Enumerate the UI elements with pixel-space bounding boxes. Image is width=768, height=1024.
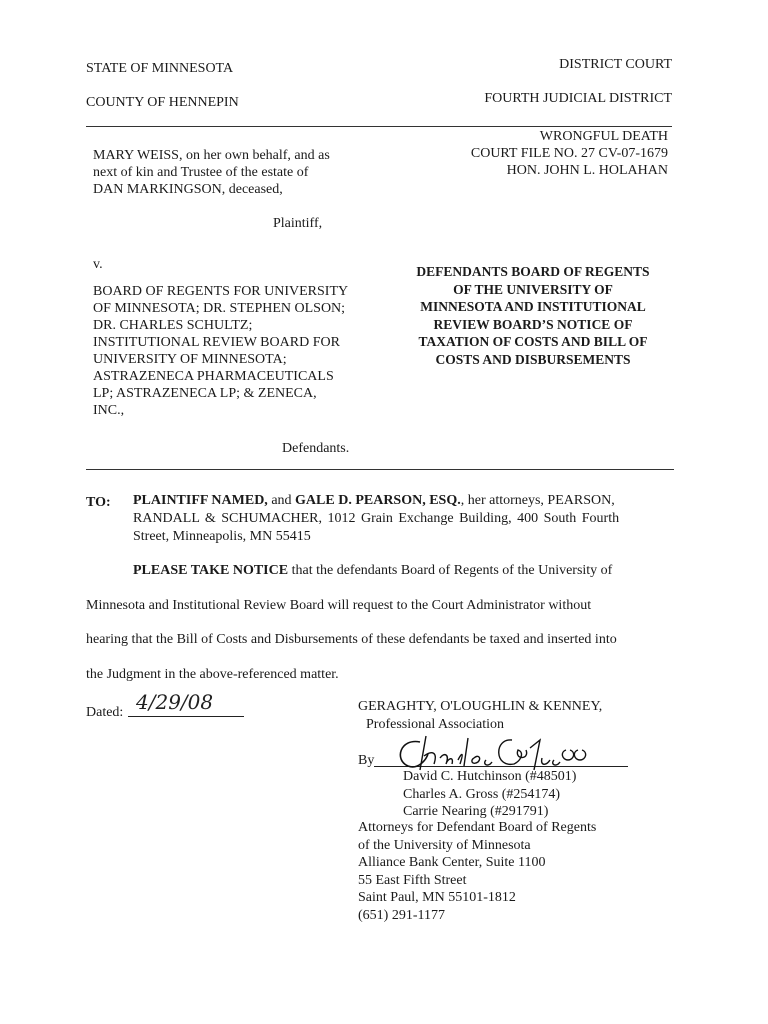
firm-name: GERAGHTY, O'LOUGHLIN & KENNEY, [358, 699, 603, 714]
address-line: Saint Paul, MN 55101-1812 [358, 890, 516, 905]
district-label: FOURTH JUDICIAL DISTRICT [484, 91, 672, 106]
to-label: TO: [86, 495, 111, 510]
defendant-line: LP; ASTRAZENECA LP; & ZENECA, [93, 386, 317, 401]
firm-address [358, 819, 596, 924]
title-line: DEFENDANTS BOARD OF REGENTS [416, 264, 650, 279]
notice-line-2: Minnesota and Institutional Review Board will request to the Court Administrator without [86, 598, 592, 613]
defendant-line: OF MINNESOTA; DR. STEPHEN OLSON; [93, 301, 346, 316]
court-label: DISTRICT COURT [559, 57, 672, 72]
defendant-line: ASTRAZENECA PHARMACEUTICALS [93, 369, 334, 384]
county-label: COUNTY OF HENNEPIN [86, 95, 239, 110]
plaintiff-role: Plaintiff, [273, 216, 323, 231]
dated-label: Dated: [86, 705, 124, 720]
address-line: 55 East Fifth Street [358, 872, 467, 888]
address-line: of the University of Minnesota [358, 837, 531, 853]
caption-top-rule [86, 126, 672, 127]
address-line: (651) 291-1177 [358, 907, 445, 923]
dated-value: 4/29/08 [136, 690, 214, 714]
defendants-role: Defendants. [282, 441, 350, 456]
attorney-name: GALE D. PEARSON, ESQ. [295, 493, 461, 508]
state-label: STATE OF MINNESOTA [86, 61, 234, 76]
by-label: By [358, 753, 375, 768]
defendant-line: BOARD OF REGENTS FOR UNIVERSITY [93, 284, 349, 299]
to-rest: , her attorneys, PEARSON, [460, 493, 615, 508]
firm-type: Professional Association [366, 717, 505, 732]
defendant-line: INSTITUTIONAL REVIEW BOARD FOR [93, 335, 340, 350]
defendant-line: DR. CHARLES SCHULTZ; [93, 318, 253, 333]
plaintiff-line: DAN MARKINGSON, deceased, [93, 182, 283, 197]
address-line: Attorneys for Defendant Board of Regents [358, 820, 597, 835]
and-text: and [267, 493, 296, 508]
attorney-entry: Carrie Nearing (#291791) [403, 804, 549, 819]
title-line: REVIEW BOARD’S NOTICE OF [433, 316, 633, 332]
defendants-block [93, 283, 348, 419]
defendant-line: INC., [93, 403, 125, 418]
attorney-entry: Charles A. Gross (#254174) [403, 786, 561, 802]
dated-line [128, 716, 244, 717]
title-line: OF THE UNIVERSITY OF [453, 281, 613, 297]
court-file-number: COURT FILE NO. 27 CV-07-1679 [470, 146, 668, 161]
caption-bottom-rule [86, 469, 674, 470]
plaintiff-named: PLAINTIFF NAMED, [133, 493, 268, 508]
plaintiff-block [93, 147, 330, 198]
defendant-line: UNIVERSITY OF MINNESOTA; [93, 352, 287, 367]
plaintiff-line: next of kin and Trustee of the estate of [93, 165, 309, 180]
to-line-1 [133, 492, 615, 509]
to-line-2: RANDALL & SCHUMACHER, 1012 Grain Exchange Building, 400 South Fourth [133, 511, 620, 526]
address-line: Alliance Bank Center, Suite 1100 [358, 855, 546, 870]
notice-lead: PLEASE TAKE NOTICE [133, 563, 289, 578]
title-line: COSTS AND DISBURSEMENTS [435, 351, 631, 367]
attorney-entry: David C. Hutchinson (#48501) [403, 769, 577, 784]
notice-line-4: the Judgment in the above-referenced matter. [86, 667, 339, 682]
document-title [398, 263, 668, 368]
judge-name: HON. JOHN L. HOLAHAN [506, 163, 668, 178]
plaintiff-line: MARY WEISS, on her own behalf, and as [93, 148, 330, 163]
notice-line-3: hearing that the Bill of Costs and Disbursements of these defendants be taxed and inserted into [86, 632, 617, 647]
notice-line-1-rest: that the defendants Board of Regents of the University of [288, 563, 613, 578]
case-type: WRONGFUL DEATH [539, 129, 668, 144]
to-line-3: Street, Minneapolis, MN 55415 [133, 529, 311, 544]
attorney-list [403, 768, 576, 821]
notice-line-1 [133, 562, 612, 579]
case-info [471, 128, 668, 179]
title-line: MINNESOTA AND INSTITUTIONAL [420, 299, 646, 314]
title-line: TAXATION OF COSTS AND BILL OF [418, 334, 648, 349]
versus-label: v. [93, 257, 103, 272]
